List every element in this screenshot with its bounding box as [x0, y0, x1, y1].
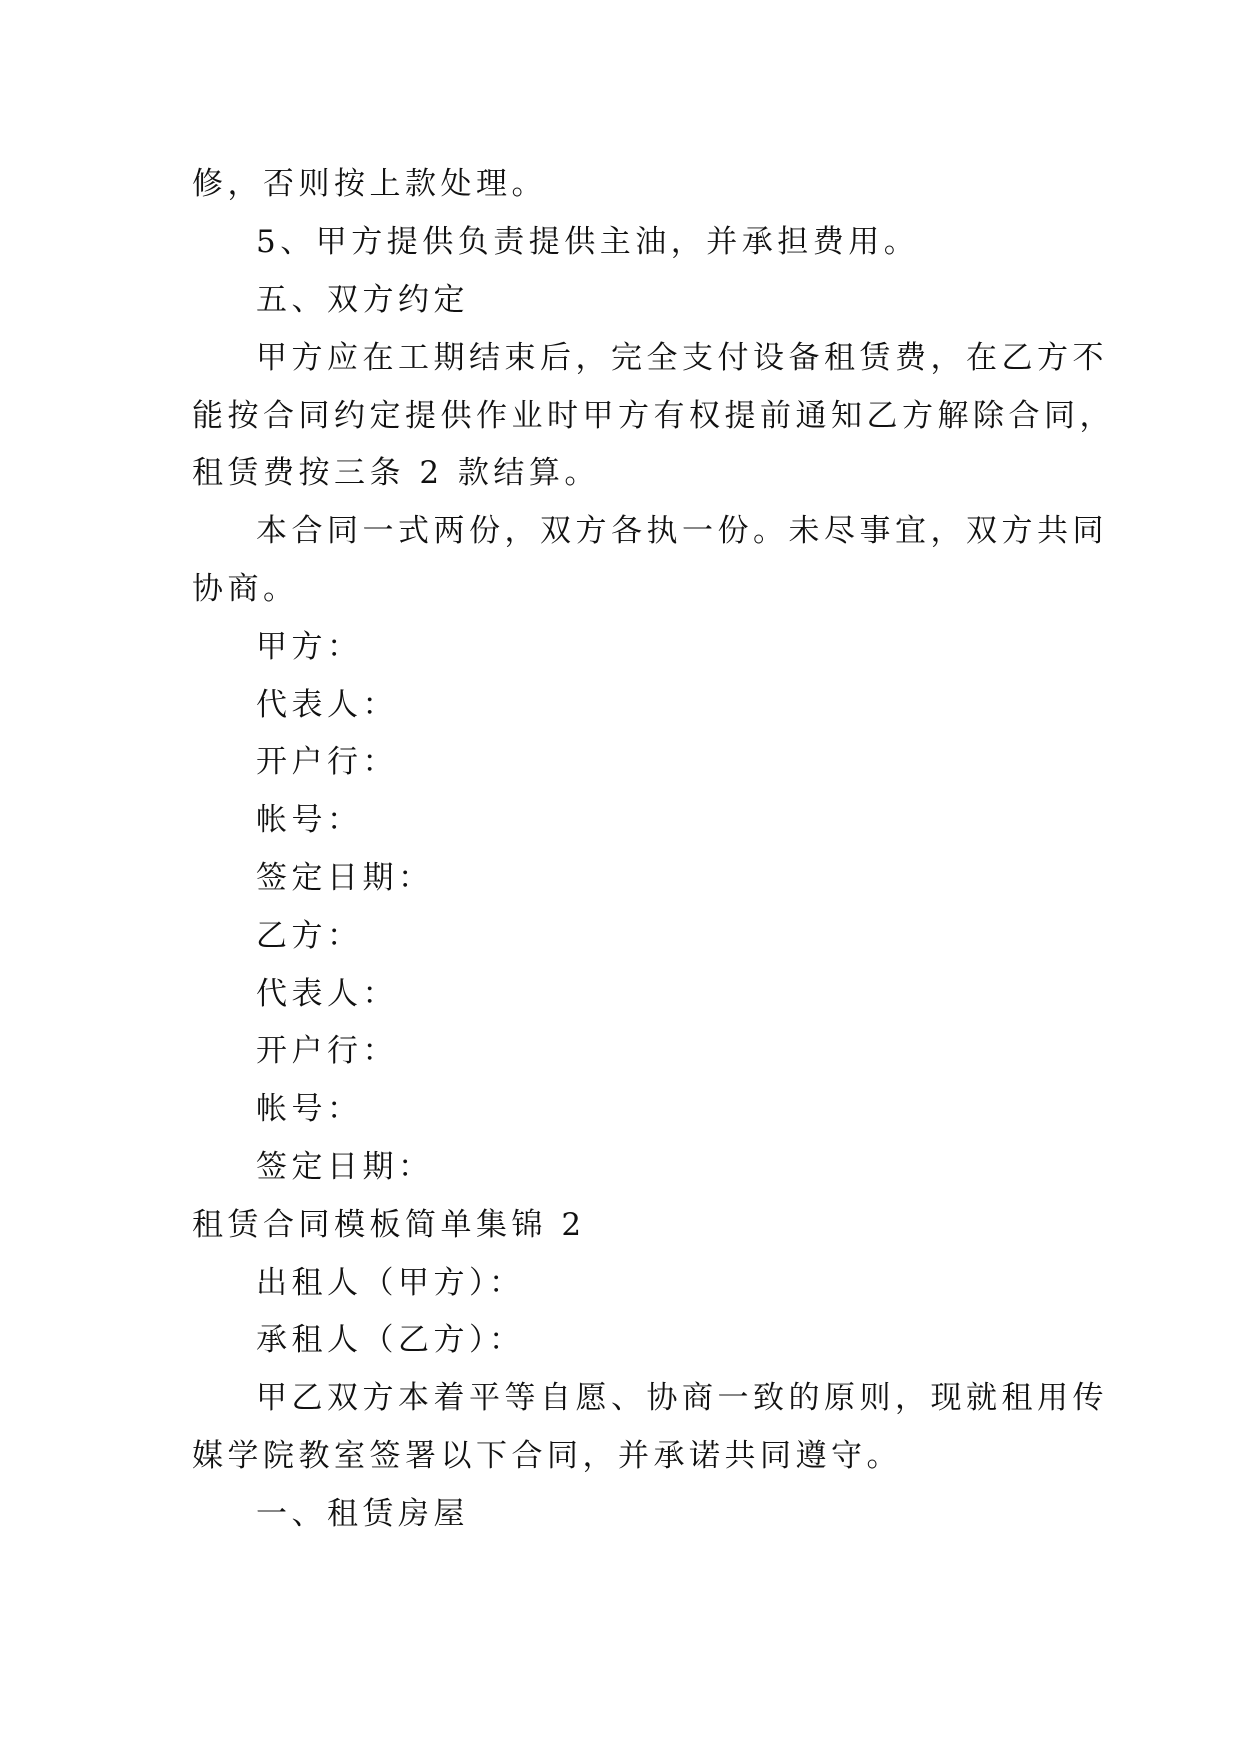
- text-line: 本合同一式两份，双方各执一份。未尽事宜，双方共同: [256, 513, 1108, 549]
- signature-field: 乙方：: [256, 918, 363, 954]
- text-line: 甲乙双方本着平等自愿、协商一致的原则，现就租用传: [256, 1380, 1108, 1416]
- signature-field: 甲方：: [256, 629, 363, 665]
- signature-field: 帐号：: [256, 1091, 363, 1127]
- text-line: 能按合同约定提供作业时甲方有权提前通知乙方解除合同，: [192, 398, 1115, 434]
- text-line: 甲方应在工期结束后，完全支付设备租赁费，在乙方不: [256, 340, 1108, 376]
- party-field: 承租人（乙方）：: [256, 1322, 525, 1358]
- signature-field: 开户行：: [256, 1033, 398, 1069]
- text-line: 协商。: [192, 571, 299, 607]
- signature-field: 代表人：: [256, 687, 398, 723]
- section-heading: 一、租赁房屋: [256, 1496, 469, 1532]
- text-line: 媒学院教室签署以下合同，并承诺共同遵守。: [192, 1438, 902, 1474]
- signature-field: 帐号：: [256, 802, 363, 838]
- signature-field: 签定日期：: [256, 860, 434, 896]
- signature-field: 签定日期：: [256, 1149, 434, 1185]
- text-line: 修，否则按上款处理。: [192, 166, 547, 202]
- signature-field: 开户行：: [256, 744, 398, 780]
- text-line: 租赁费按三条 2 款结算。: [192, 455, 600, 491]
- text-line: 5、甲方提供负责提供主油，并承担费用。: [256, 224, 920, 260]
- section-heading: 五、双方约定: [256, 282, 469, 318]
- signature-field: 代表人：: [256, 976, 398, 1012]
- document-title: 租赁合同模板简单集锦 2: [192, 1207, 586, 1243]
- party-field: 出租人（甲方）：: [256, 1265, 525, 1301]
